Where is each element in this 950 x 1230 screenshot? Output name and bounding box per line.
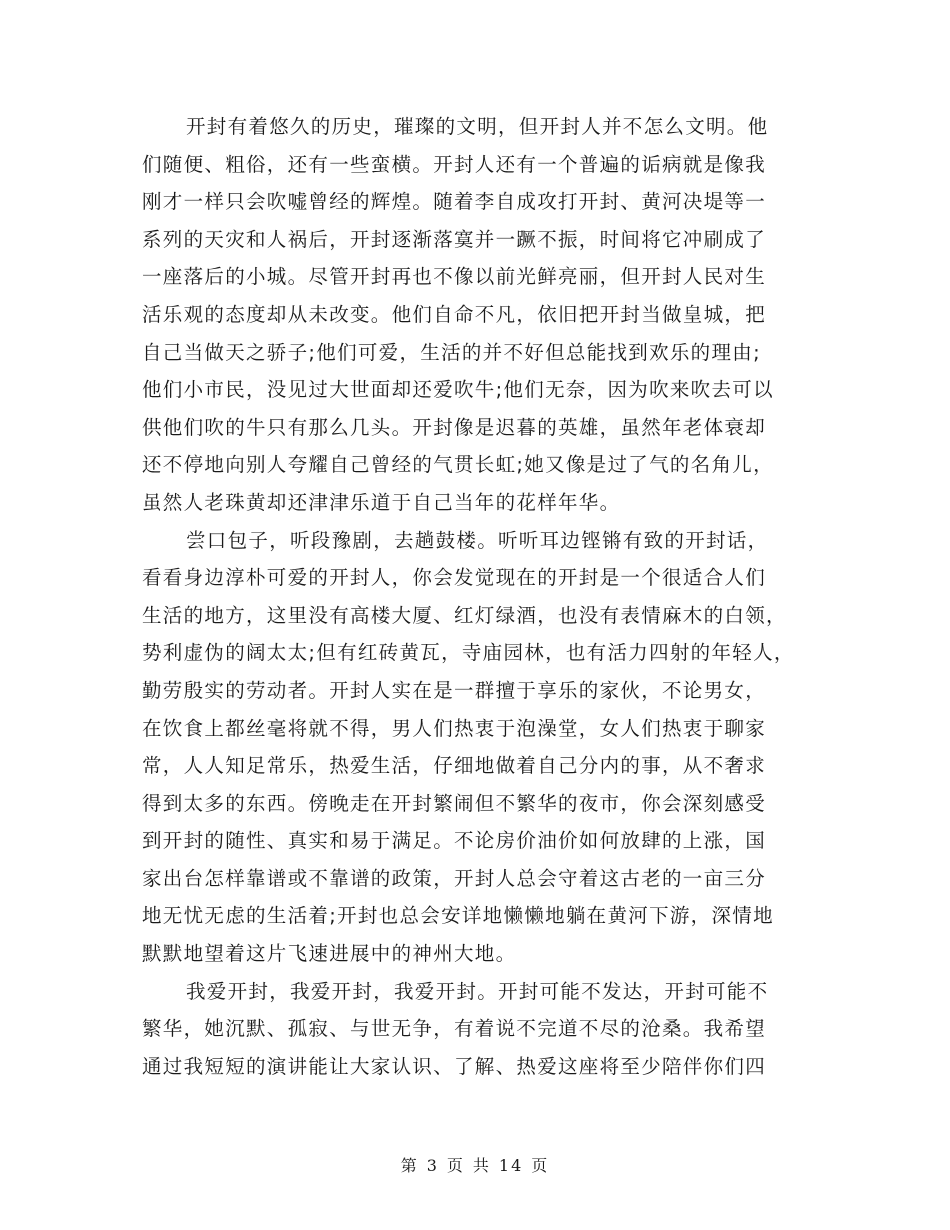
paragraph-line: 虽然人老珠黄却还津津乐道于自己当年的花样年华。 xyxy=(142,490,621,514)
paragraph-line: 尝口包子，听段豫剧，去趟鼓楼。听听耳边铿锵有致的开封话， xyxy=(186,528,769,552)
paragraph-line: 默默地望着这片飞速进展中的神州大地。 xyxy=(142,942,517,966)
paragraph-line: 开封有着悠久的历史，璀璨的文明，但开封人并不怎么文明。他 xyxy=(186,115,769,138)
paragraph-line: 繁华，她沉默、孤寂、与世无争，有着说不完道不尽的沧桑。我希望 xyxy=(142,1017,767,1041)
paragraph-3 xyxy=(142,973,832,1086)
paragraph-line: 势利虚伪的阔太太;但有红砖黄瓦，寺庙园林，也有活力四射的年轻人， xyxy=(142,641,795,665)
paragraph-line: 自己当做天之骄子;他们可爱，生活的并不好但总能找到欢乐的理由; xyxy=(142,340,761,364)
paragraph-line: 活乐观的态度却从未改变。他们自命不凡，依旧把开封当做皇城，把 xyxy=(142,302,767,326)
paragraph-line: 系列的天灾和人祸后，开封逐渐落寞并一蹶不振，时间将它冲刷成了 xyxy=(142,227,767,251)
paragraph-line: 到开封的随性、真实和易于满足。不论房价油价如何放肆的上涨，国 xyxy=(142,829,767,853)
paragraph-line: 在饮食上都丝毫将就不得，男人们热衷于泡澡堂，女人们热衷于聊家 xyxy=(142,716,767,740)
paragraph-2 xyxy=(142,522,832,973)
paragraph-line: 们随便、粗俗，还有一些蛮横。开封人还有一个普遍的诟病就是像我 xyxy=(142,152,767,176)
paragraph-line: 他们小市民，没见过大世面却还爱吹牛;他们无奈，因为吹来吹去可以 xyxy=(142,378,774,402)
page-footer xyxy=(0,1153,950,1176)
footer-label-total: 共 xyxy=(472,1156,491,1175)
paragraph-line: 勤劳殷实的劳动者。开封人实在是一群擅于享乐的家伙，不论男女， xyxy=(142,678,767,702)
paragraph-line: 地无忧无虑的生活着;开封也总会安详地懒懒地躺在黄河下游，深情地 xyxy=(142,904,774,928)
footer-label-page: 页 xyxy=(446,1156,465,1175)
footer-label-prefix: 第 xyxy=(400,1156,419,1175)
paragraph-line: 一座落后的小城。尽管开封再也不像以前光鲜亮丽，但开封人民对生 xyxy=(142,265,767,289)
paragraph-line: 还不停地向别人夸耀自己曾经的气贯长虹;她又像是过了气的名角儿， xyxy=(142,453,774,477)
body-text xyxy=(142,108,832,1085)
footer-label-suffix: 页 xyxy=(531,1156,550,1175)
paragraph-line: 常，人人知足常乐，热爱生活，仔细地做着自己分内的事，从不奢求 xyxy=(142,754,767,778)
paragraph-line: 我爱开封，我爱开封，我爱开封。开封可能不发达，开封可能不 xyxy=(186,979,769,1003)
paragraph-1 xyxy=(142,108,832,522)
paragraph-line: 得到太多的东西。傍晚走在开封繁闹但不繁华的夜市，你会深刻感受 xyxy=(142,791,767,815)
paragraph-line: 刚才一样只会吹嘘曾经的辉煌。随着李自成攻打开封、黄河决堤等一 xyxy=(142,190,767,214)
paragraph-line: 家出台怎样靠谱或不靠谱的政策，开封人总会守着这古老的一亩三分 xyxy=(142,866,767,890)
paragraph-line: 通过我短短的演讲能让大家认识、了解、热爱这座将至少陪伴你们四 xyxy=(142,1054,767,1078)
footer-total-pages: 14 xyxy=(498,1156,524,1175)
paragraph-line: 供他们吹的牛只有那么几头。开封像是迟暮的英雄，虽然年老体衰却 xyxy=(142,415,767,439)
footer-current-page: 3 xyxy=(426,1156,439,1175)
paragraph-line: 生活的地方，这里没有高楼大厦、红灯绿酒，也没有表情麻木的白领， xyxy=(142,603,787,627)
paragraph-line: 看看身边淳朴可爱的开封人，你会发觉现在的开封是一个很适合人们 xyxy=(142,566,767,590)
